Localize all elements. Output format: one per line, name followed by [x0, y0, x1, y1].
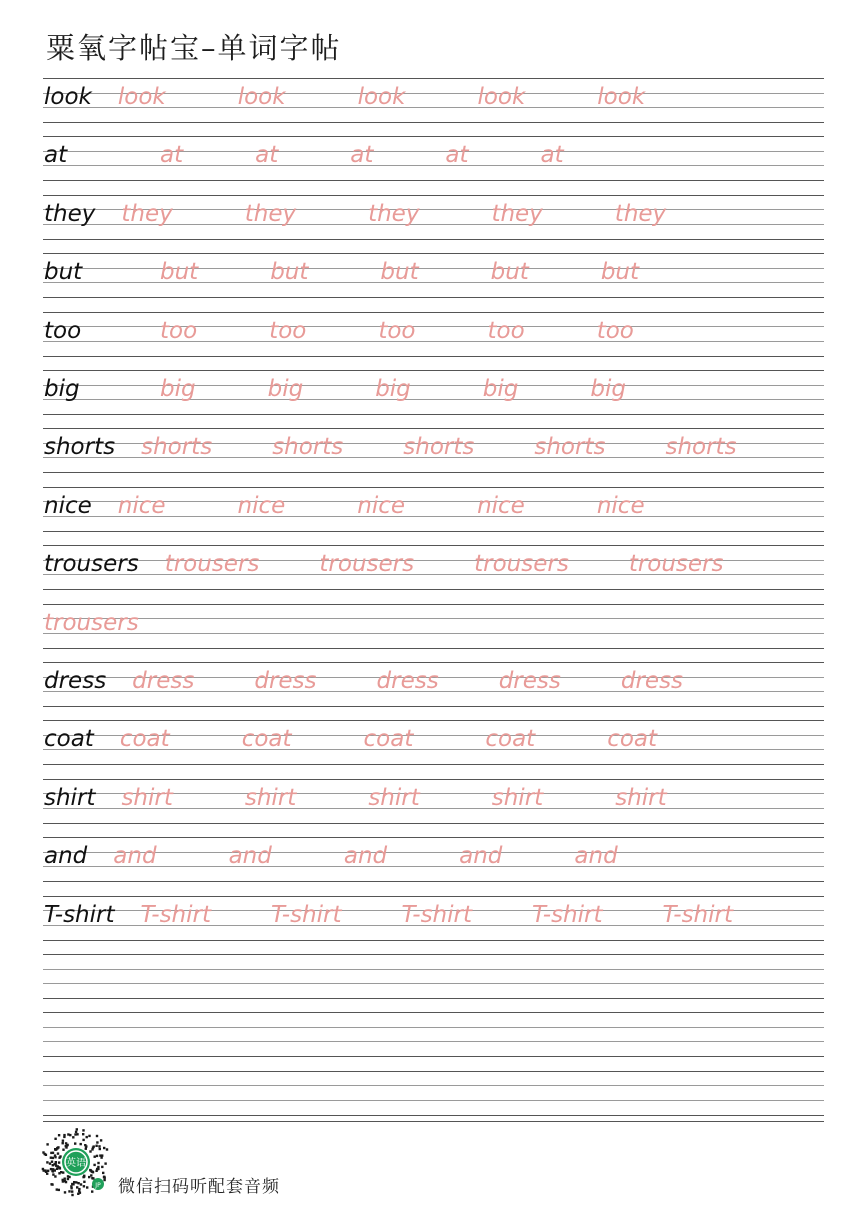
word-row — [43, 553, 824, 611]
trace-word: but — [380, 259, 419, 286]
model-word: and — [44, 843, 88, 870]
trace-word: but — [270, 259, 309, 286]
trace-word: nice — [357, 492, 406, 519]
model-word: T-shirt — [44, 901, 115, 928]
model-word: they — [44, 200, 96, 227]
trace-word: big — [375, 376, 411, 402]
trace-word: and — [343, 843, 388, 870]
trace-word: shirt — [368, 784, 420, 811]
trace-word: trousers — [628, 551, 724, 578]
model-word: but — [44, 259, 83, 286]
word-row — [43, 144, 824, 202]
trace-word: too — [596, 317, 634, 344]
ruled-line — [43, 998, 824, 999]
trace-word: dress — [132, 668, 195, 694]
trace-word: at — [445, 142, 469, 169]
word-row — [43, 261, 824, 319]
trace-word: too — [378, 317, 416, 344]
trace-word: at — [255, 142, 279, 169]
word-row — [43, 436, 824, 494]
trace-word: trousers — [164, 551, 260, 578]
trace-word: too — [160, 317, 198, 344]
trace-word: dress — [376, 668, 439, 694]
model-word: too — [44, 317, 82, 344]
trace-word: T-shirt — [271, 901, 342, 928]
trace-word: shirt — [244, 784, 297, 811]
badge-label: 英语 — [66, 1158, 86, 1169]
writing-sheet — [43, 0, 824, 1120]
ruled-line — [43, 78, 824, 79]
trace-word: shorts — [403, 434, 475, 461]
trace-word: dress — [498, 668, 561, 694]
trace-word: T-shirt — [401, 901, 472, 928]
trace-word: they — [368, 200, 420, 227]
trace-word: trousers — [44, 609, 139, 636]
model-word: big — [44, 376, 80, 402]
ruled-line — [43, 969, 824, 970]
model-word: at — [44, 142, 68, 169]
trace-word: nice — [237, 492, 286, 519]
trace-word: shirt — [615, 784, 667, 811]
trace-word: nice — [596, 492, 645, 519]
trace-word: trousers — [474, 551, 569, 578]
trace-word: and — [459, 843, 503, 870]
word-row — [43, 784, 824, 845]
trace-word: at — [350, 142, 374, 169]
model-word: coat — [44, 726, 94, 753]
trace-word: big — [482, 376, 519, 402]
trace-word: coat — [485, 726, 536, 753]
model-word: shorts — [44, 434, 116, 461]
trace-word: shirt — [121, 784, 173, 811]
ruled-line — [43, 1071, 824, 1072]
trace-word: big — [590, 376, 626, 402]
ruled-line — [43, 1012, 824, 1013]
ruled-line — [43, 1041, 824, 1042]
model-word: nice — [44, 492, 92, 519]
ruled-line — [43, 1100, 824, 1101]
model-word: dress — [44, 668, 107, 694]
trace-word: coat — [607, 726, 658, 753]
trace-word: and — [113, 843, 157, 870]
trace-word: they — [491, 200, 543, 227]
trace-word: look — [117, 84, 166, 110]
trace-word: and — [574, 843, 618, 870]
word-row — [43, 901, 824, 962]
trace-word: but — [490, 259, 529, 286]
trace-word: dress — [254, 668, 317, 694]
word-row — [43, 86, 824, 144]
trace-word: they — [244, 200, 297, 227]
ruled-line — [43, 983, 824, 984]
page-title: 粟氧字帖宝–单词字帖 — [46, 31, 342, 65]
badge-sub: JP — [95, 1182, 101, 1189]
trace-word: nice — [117, 492, 166, 519]
word-row — [43, 728, 824, 786]
word-row — [43, 317, 824, 378]
trace-word: look — [477, 84, 526, 110]
trace-word: T-shirt — [140, 901, 211, 928]
word-row — [43, 609, 824, 670]
ruled-line — [43, 1056, 824, 1057]
word-row — [43, 670, 824, 728]
trace-word: too — [269, 317, 307, 344]
trace-word: at — [160, 142, 184, 169]
trace-word: dress — [620, 668, 684, 694]
model-word: trousers — [44, 551, 139, 578]
trace-word: nice — [477, 492, 525, 519]
trace-word: but — [160, 259, 199, 286]
word-row — [43, 492, 824, 553]
ruled-line — [43, 1121, 824, 1122]
model-word: look — [44, 84, 92, 110]
trace-word: but — [600, 259, 640, 286]
model-word: shirt — [44, 784, 96, 811]
ruled-line — [43, 1115, 824, 1116]
trace-word: too — [487, 317, 525, 344]
trace-word: big — [267, 376, 304, 402]
trace-word: trousers — [319, 551, 415, 578]
trace-word: they — [614, 200, 667, 227]
trace-word: big — [160, 376, 196, 402]
footer — [40, 1126, 440, 1201]
trace-word: shorts — [141, 434, 213, 461]
word-row — [43, 200, 824, 261]
qr-code-icon[interactable] — [40, 1126, 112, 1198]
trace-word: and — [228, 843, 272, 870]
footer-caption: 微信扫码听配套音频 — [118, 1177, 280, 1197]
trace-word: shorts — [534, 434, 606, 461]
ruled-line — [43, 1027, 824, 1028]
word-row — [43, 378, 824, 436]
trace-word: look — [597, 84, 646, 110]
word-row — [43, 845, 824, 903]
trace-word: coat — [363, 726, 414, 753]
trace-word: shorts — [272, 434, 344, 461]
trace-word: coat — [241, 726, 292, 753]
trace-word: look — [237, 84, 286, 110]
trace-word: T-shirt — [532, 901, 603, 928]
trace-word: look — [357, 84, 406, 110]
trace-word: at — [540, 142, 564, 169]
trace-word: coat — [119, 726, 170, 753]
trace-word: T-shirt — [662, 901, 733, 928]
ruled-line — [43, 1085, 824, 1086]
trace-word: they — [121, 200, 173, 227]
trace-word: shorts — [665, 434, 737, 461]
trace-word: shirt — [491, 784, 544, 811]
